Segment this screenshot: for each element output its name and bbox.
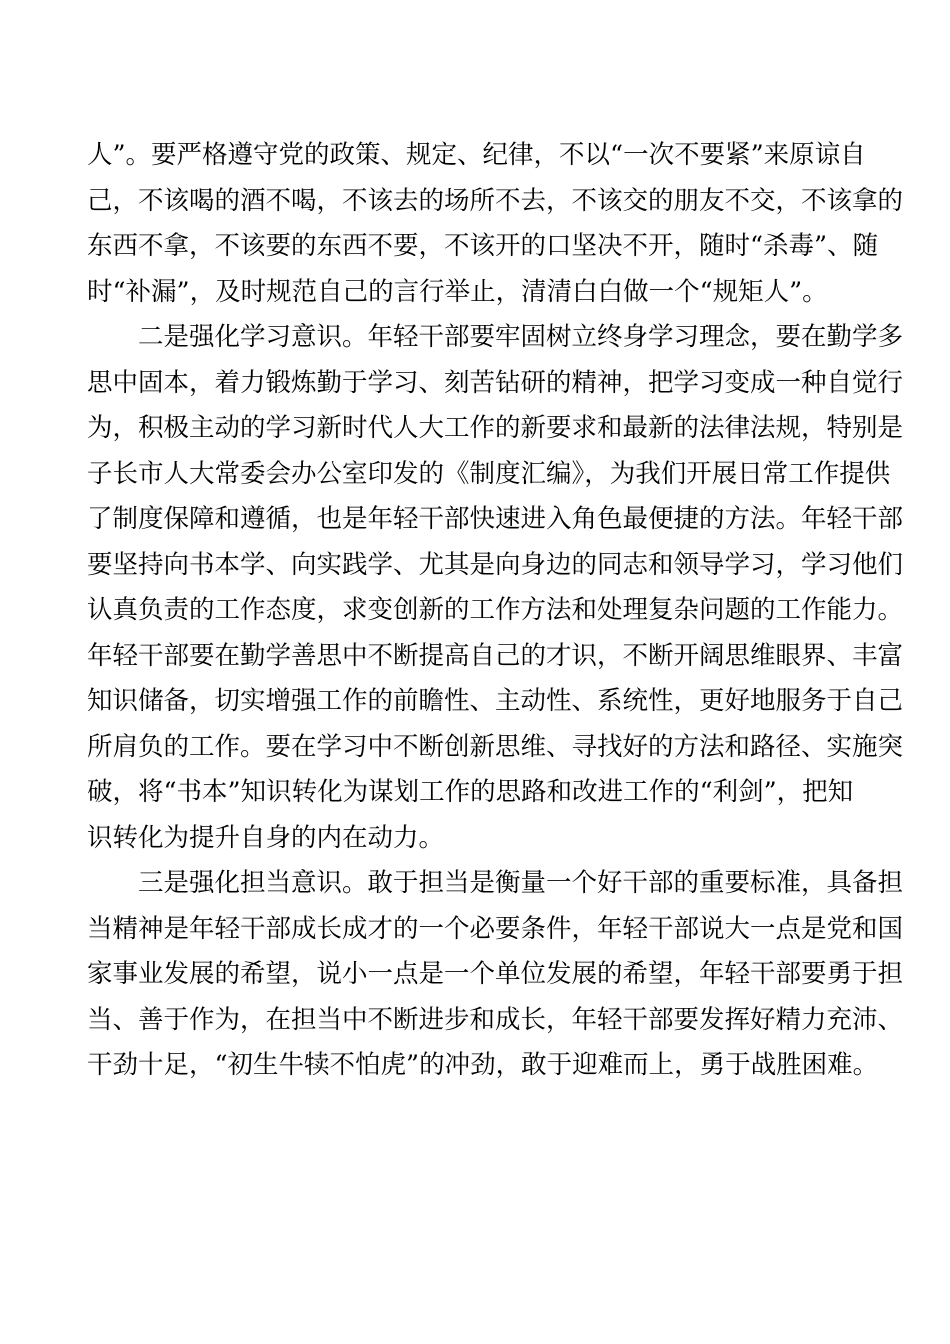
text-line: 人”。要严格遵守党的政策、规定、纪律，不以“一次不要紧”来原谅自 — [87, 140, 866, 170]
text-line: 东西不拿，不该要的东西不要，不该开的口坚决不开，随时“杀毒”、随 — [87, 231, 879, 261]
text-line: 家事业发展的希望，说小一点是一个单位发展的希望，年轻干部要勇于担 — [87, 959, 904, 989]
text-line: 了制度保障和遵循，也是年轻干部快速进入角色最便捷的方法。年轻干部 — [87, 504, 904, 534]
paragraph-3-responsibility-awareness — [87, 861, 904, 1089]
text-line: 思中固本，着力锻炼勤于学习、刻苦钻研的精神，把学习变成一种自觉行 — [87, 367, 904, 398]
text-line: 破，将“书本”知识转化为谋划工作的思路和改进工作的“利剑”，把知 — [87, 777, 854, 807]
text-line: 年轻干部要在勤学善思中不断提高自己的才识，不断开阔思维眼界、丰富 — [87, 640, 904, 671]
text-line: 干劲十足，“初生牛犊不怕虎”的冲劲，敢于迎难而上，勇于战胜困难。 — [87, 1050, 879, 1080]
text-line: 当、善于作为，在担当中不断进步和成长，年轻干部要发挥好精力充沛、 — [87, 1004, 904, 1035]
paragraph-2-study-awareness — [87, 315, 904, 861]
text-line: 三是强化担当意识。敢于担当是衡量一个好干部的重要标准，具备担 — [87, 868, 904, 898]
text-line: 知识储备，切实增强工作的前瞻性、主动性、系统性，更好地服务于自己 — [87, 686, 904, 716]
text-line: 时“补漏”，及时规范自己的言行举止，清清白白做一个“规矩人”。 — [87, 276, 828, 307]
paragraph-1 — [87, 133, 904, 315]
text-line: 识转化为提升自身的内在动力。 — [87, 822, 445, 853]
document-body — [87, 133, 904, 1089]
text-line: 己，不该喝的酒不喝，不该去的场所不去，不该交的朋友不交，不该拿的 — [87, 185, 904, 216]
text-line: 认真负责的工作态度，求变创新的工作方法和处理复杂问题的工作能力。 — [87, 595, 904, 625]
text-line: 子长市人大常委会办公室印发的《制度汇编》，为我们开展日常工作提供 — [87, 458, 891, 489]
text-line: 要坚持向书本学、向实践学、尤其是向身边的同志和领导学习，学习他们 — [87, 549, 904, 580]
text-line: 所肩负的工作。要在学习中不断创新思维、寻找好的方法和路径、实施突 — [87, 731, 904, 762]
text-line: 为，积极主动的学习新时代人大工作的新要求和最新的法律法规，特别是 — [87, 413, 904, 443]
text-line: 当精神是年轻干部成长成才的一个必要条件，年轻干部说大一点是党和国 — [87, 913, 904, 944]
text-line: 二是强化学习意识。年轻干部要牢固树立终身学习理念，要在勤学多 — [87, 322, 904, 352]
